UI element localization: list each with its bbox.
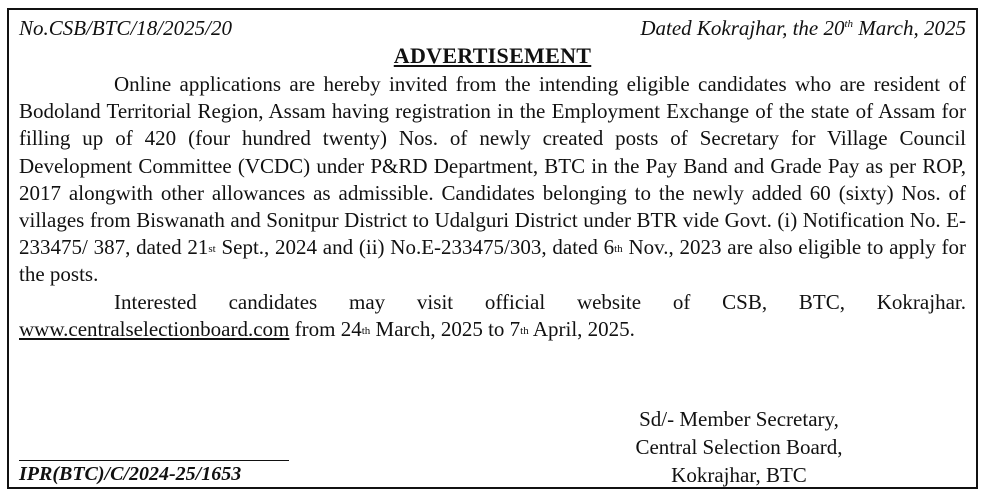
para1-text-2: Sept., 2024 and (ii) No.E-233475/303, dated 6: [215, 235, 615, 260]
para2-text-1: Interested candidates may visit official website of CSB, BTC, Kokrajhar.: [114, 289, 966, 314]
para2-text-3: March, 2025 to 7: [370, 316, 521, 341]
para2-sup-1: th: [361, 324, 371, 337]
paragraph-website: [19, 289, 966, 343]
date-ordinal: th: [844, 18, 854, 30]
para1-text-1: Online applications are hereby invited from the intending eligible candidates who are resident of Bodoland Territorial Region, Assam having registration in the Employment Exchange of the state of Assam for filling up of 420 (four hundred twenty) Nos. of newly created posts of Secretary for Village Council Development Committee (VCDC) under P&RD Department, BTC in the Pay Band and Grade Pay as per ROP, 2017 alongwith other allowances as admissible. Candidates belonging to the newly added 60 (sixty) Nos. of villages from Biswanath and Sonitpur District to Udalguri District under BTR vide Govt. (i) Notification No. E-233475/ 387, dated 21: [19, 72, 966, 260]
date-prefix: Dated Kokrajhar, the 20: [640, 16, 845, 40]
date-suffix: March, 2025: [853, 16, 966, 40]
para2-sup-2: th: [520, 324, 529, 337]
notice-title: ADVERTISEMENT: [393, 43, 592, 68]
para1-text-3: Nov., 2023 are also eligible to apply for the posts.: [19, 235, 966, 287]
signature-line-1: Sd/- Member Secretary,: [639, 407, 839, 431]
notice-date: [640, 16, 966, 41]
website-link[interactable]: www.centralselectionboard.com: [19, 316, 290, 341]
advertisement-notice: [7, 8, 978, 489]
para1-sup-1: st: [208, 243, 216, 256]
para2-text-2: from 24: [289, 316, 362, 341]
ipr-code: IPR(BTC)/C/2024-25/1653: [19, 460, 289, 486]
signature-line-2: Central Selection Board,: [635, 435, 843, 459]
para1-sup-2: th: [614, 243, 623, 256]
reference-line: [19, 16, 966, 44]
signature-line-3: Kokrajhar, BTC: [671, 463, 807, 487]
notice-body: [19, 71, 966, 343]
para2-text-4: April, 2025.: [528, 316, 635, 341]
reference-number: No.CSB/BTC/18/2025/20: [19, 16, 232, 40]
signature-block: [609, 405, 869, 489]
paragraph-applications: [19, 71, 966, 289]
